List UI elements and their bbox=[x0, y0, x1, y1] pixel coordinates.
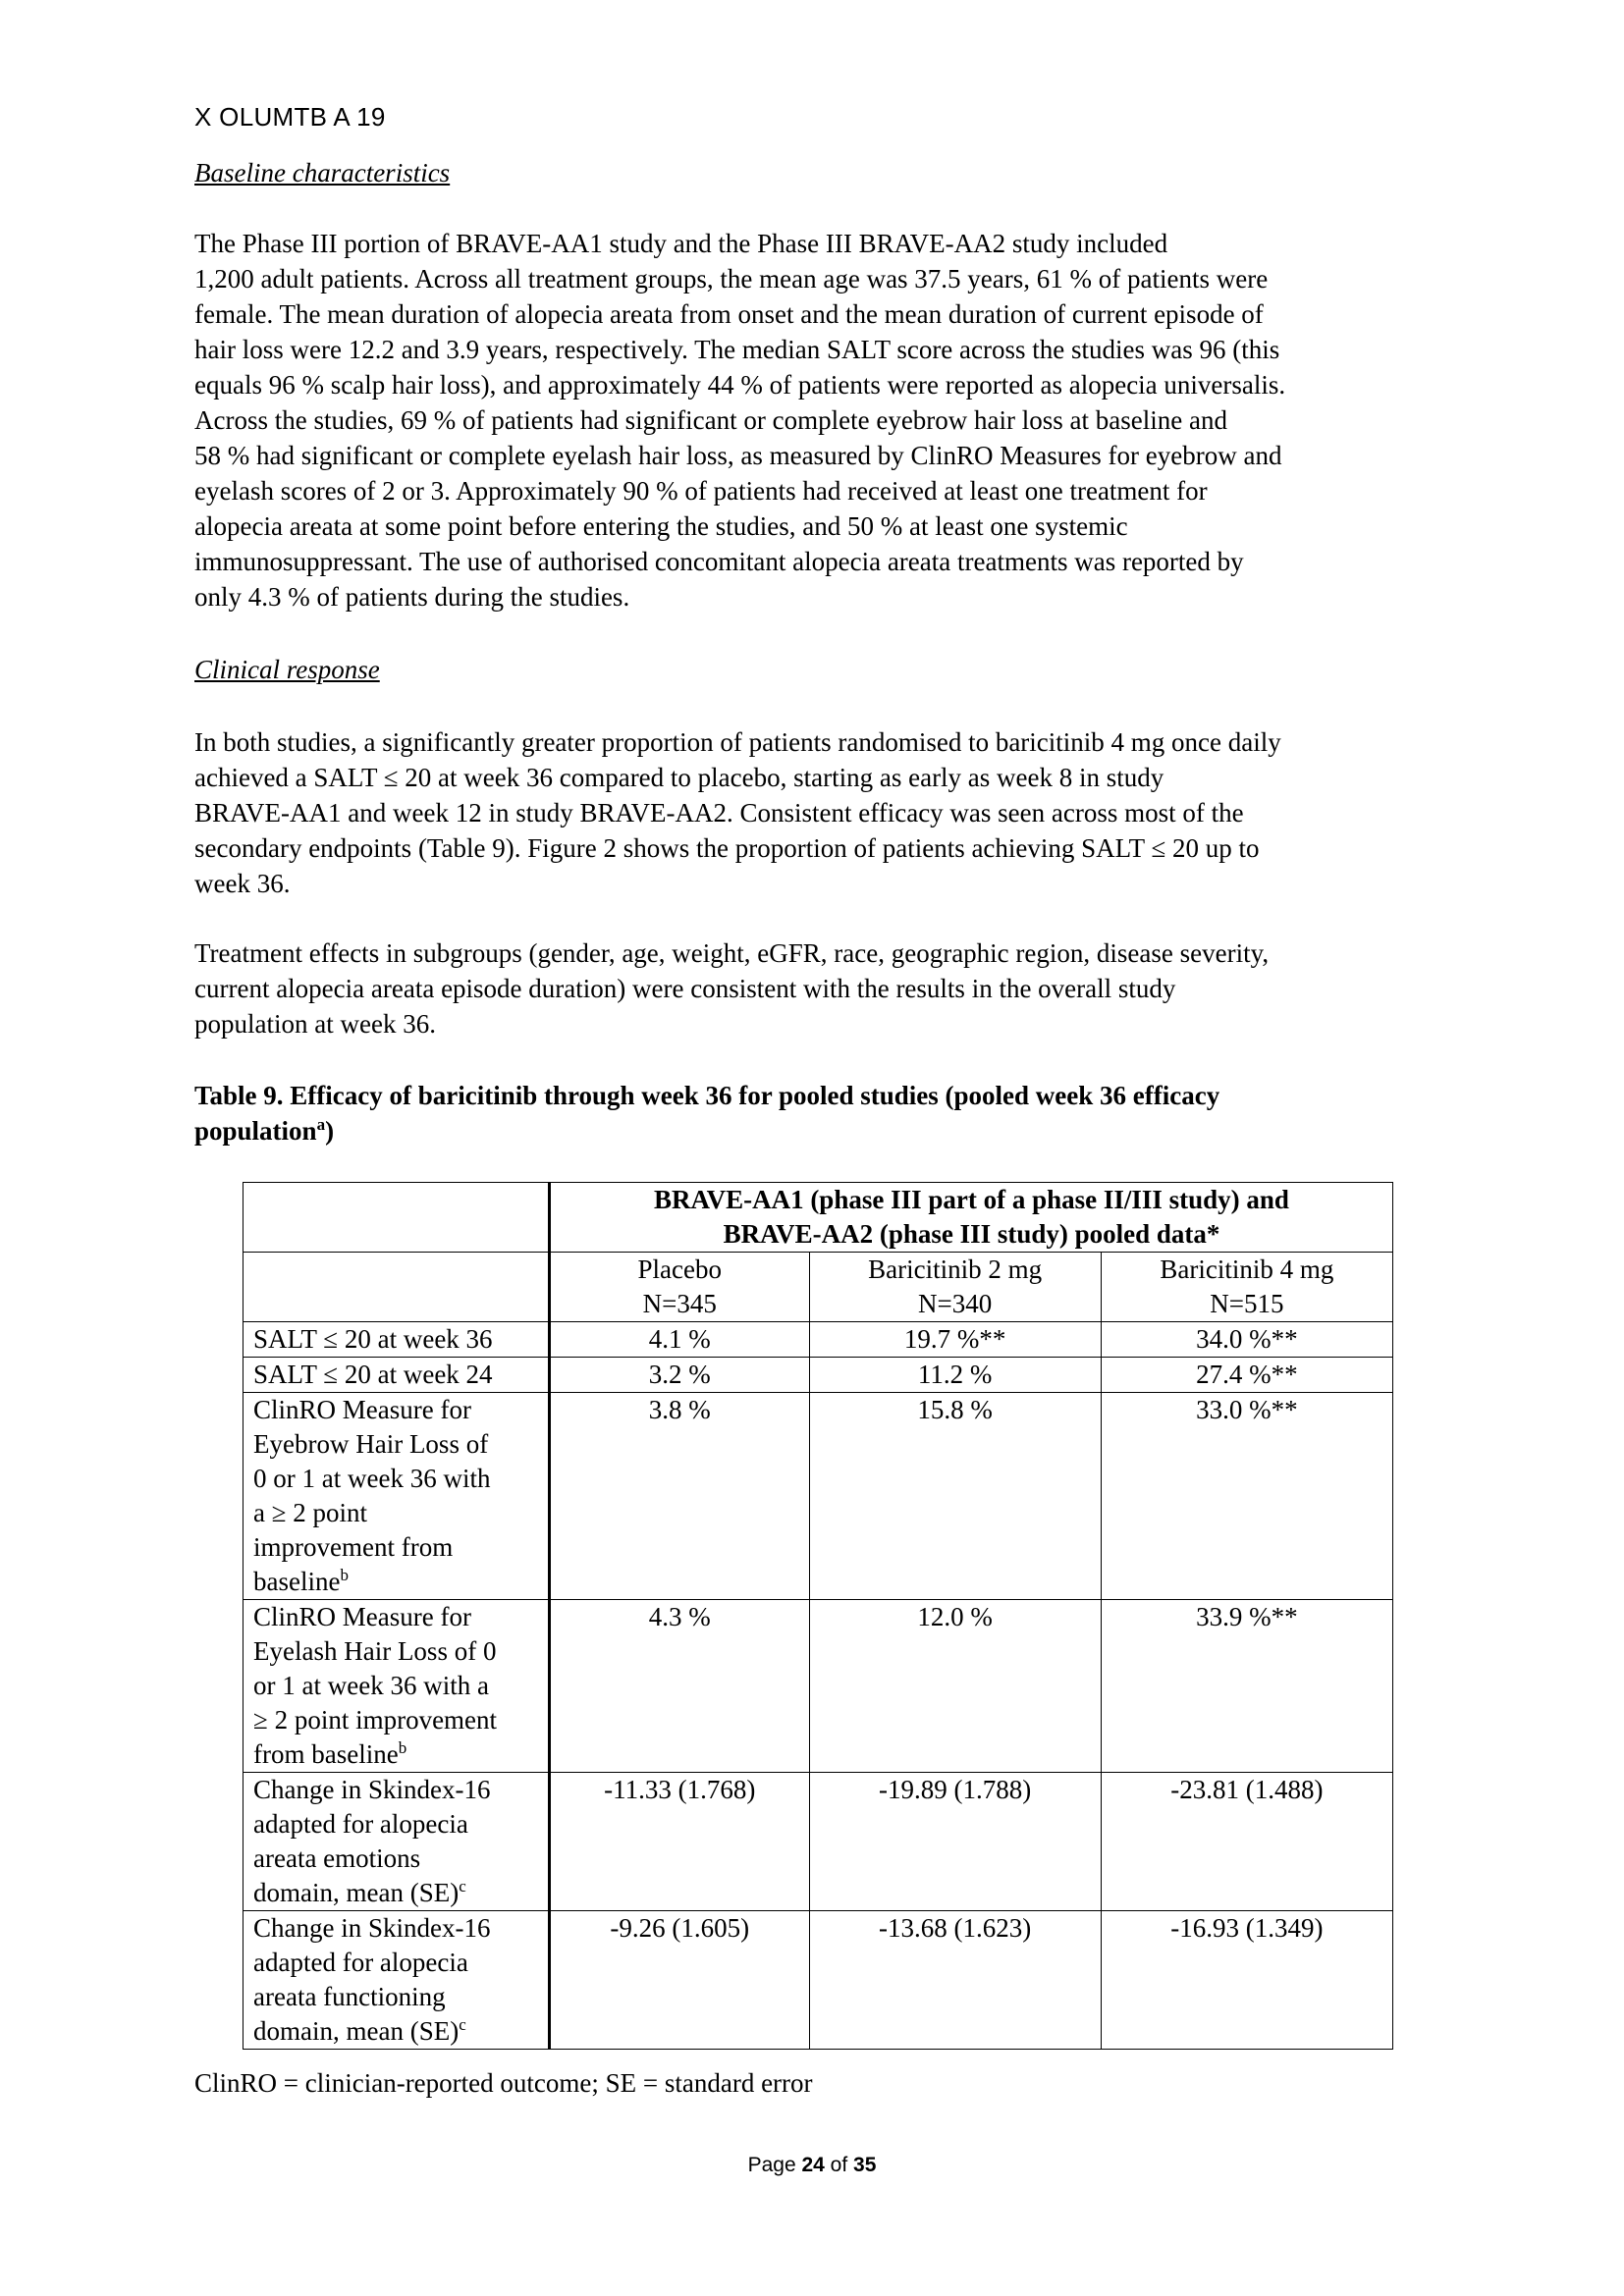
text-line: equals 96 % scalp hair loss), and approximately 44 % of patients were reported as alopecia universalis. bbox=[194, 370, 1286, 400]
text-line: current alopecia areata episode duration) were consistent with the results in the overall study bbox=[194, 974, 1176, 1003]
table-cell: 27.4 %** bbox=[1101, 1358, 1392, 1393]
row-label: Change in Skindex-16 adapted for alopecia areata functioning domain, mean (SE)$^c$ bbox=[244, 1911, 550, 2050]
table-row bbox=[244, 1600, 1393, 1773]
table-cell: -13.68 (1.623) bbox=[809, 1911, 1101, 2050]
text-line: Across the studies, 69 % of patients had significant or complete eyebrow hair loss at baseline and bbox=[194, 405, 1227, 435]
row-label: ClinRO Measure for Eyebrow Hair Loss of 0 or 1 at week 36 with a ≥ 2 point improvement from baseline$^b$ bbox=[244, 1393, 550, 1600]
table-row bbox=[244, 1322, 1393, 1358]
table-column-header-row bbox=[244, 1253, 1393, 1322]
table-cell: -9.26 (1.605) bbox=[550, 1911, 810, 2050]
clinical-paragraph-2 bbox=[194, 935, 1441, 1041]
page-number: Page 24 of 35 bbox=[747, 2154, 877, 2176]
table-cell: 19.7 %** bbox=[809, 1322, 1101, 1358]
table-cell: 4.3 % bbox=[550, 1600, 810, 1773]
table-cell: 3.2 % bbox=[550, 1358, 810, 1393]
table-caption bbox=[194, 1078, 1412, 1148]
text-line: immunosuppressant. The use of authorised concomitant alopecia areata treatments was reported by bbox=[194, 547, 1244, 576]
text-line: hair loss were 12.2 and 3.9 years, respectively. The median SALT score across the studies was 96 (this bbox=[194, 335, 1280, 364]
table-cell: 11.2 % bbox=[809, 1358, 1101, 1393]
row-label: SALT ≤ 20 at week 24 bbox=[244, 1358, 550, 1393]
row-label: SALT ≤ 20 at week 36 bbox=[244, 1322, 550, 1358]
table-cell: -16.93 (1.349) bbox=[1101, 1911, 1392, 2050]
text-line: female. The mean duration of alopecia areata from onset and the mean duration of current episode of bbox=[194, 299, 1264, 329]
text-line: 58 % had significant or complete eyelash hair loss, as measured by ClinRO Measures for eyebrow and bbox=[194, 441, 1282, 470]
text-line: eyelash scores of 2 or 3. Approximately 90 % of patients had received at least one treatment for bbox=[194, 476, 1208, 506]
table-group-header: BRAVE-AA1 (phase III part of a phase II/III study) and BRAVE-AA2 (phase III study) pooled data* bbox=[550, 1183, 1393, 1253]
table-row bbox=[244, 1393, 1393, 1600]
text-line: achieved a SALT ≤ 20 at week 36 compared to placebo, starting as early as week 8 in study bbox=[194, 763, 1164, 792]
column-header: Baricitinib 2 mg N=340 bbox=[809, 1253, 1101, 1322]
table-row bbox=[244, 1358, 1393, 1393]
text-line: The Phase III portion of BRAVE-AA1 study and the Phase III BRAVE-AA2 study included bbox=[194, 229, 1168, 258]
table-row bbox=[244, 1911, 1393, 2050]
row-label: ClinRO Measure for Eyelash Hair Loss of 0 or 1 at week 36 with a ≥ 2 point improvement from baseline$^b$ bbox=[244, 1600, 550, 1773]
text-line: secondary endpoints (Table 9). Figure 2 shows the proportion of patients achieving SALT ≤ 20 up to bbox=[194, 833, 1260, 863]
text-line: In both studies, a significantly greater proportion of patients randomised to baricitinib 4 mg once daily bbox=[194, 727, 1281, 757]
baseline-paragraph bbox=[194, 226, 1441, 614]
clinical-para2-lines bbox=[194, 935, 1441, 1041]
table-cell: 3.8 % bbox=[550, 1393, 810, 1600]
clinical-para1-lines bbox=[194, 724, 1441, 901]
text-line: BRAVE-AA1 and week 12 in study BRAVE-AA2. Consistent efficacy was seen across most of the bbox=[194, 798, 1244, 828]
text-line: alopecia areata at some point before entering the studies, and 50 % at least one systemic bbox=[194, 511, 1128, 541]
table-caption-line-2: population$^a$) bbox=[194, 1115, 335, 1146]
table-cell: 33.9 %** bbox=[1101, 1600, 1392, 1773]
table-cell: -11.33 (1.768) bbox=[550, 1773, 810, 1911]
text-line: week 36. bbox=[194, 869, 291, 898]
section-heading-clinical: Clinical response bbox=[194, 655, 380, 684]
table-row bbox=[244, 1773, 1393, 1911]
text-line: Treatment effects in subgroups (gender, age, weight, eGFR, race, geographic region, disease severity, bbox=[194, 938, 1270, 968]
section-heading-baseline: Baseline characteristics bbox=[194, 158, 451, 187]
row-label: Change in Skindex-16 adapted for alopecia areata emotions domain, mean (SE)$^c$ bbox=[244, 1773, 550, 1911]
text-line: only 4.3 % of patients during the studies. bbox=[194, 582, 630, 612]
text-line: 1,200 adult patients. Across all treatment groups, the mean age was 37.5 years, 61 % of patients were bbox=[194, 264, 1269, 294]
table-footnote: ClinRO = clinician-reported outcome; SE = standard error bbox=[194, 2068, 813, 2098]
column-header: Baricitinib 4 mg N=515 bbox=[1101, 1253, 1392, 1322]
baseline-lines bbox=[194, 226, 1441, 614]
table-corner-cell-2 bbox=[244, 1253, 550, 1322]
table-cell: -23.81 (1.488) bbox=[1101, 1773, 1392, 1911]
table-cell: 15.8 % bbox=[809, 1393, 1101, 1600]
column-header: Placebo N=345 bbox=[550, 1253, 810, 1322]
table-group-header-row bbox=[244, 1183, 1393, 1253]
table-cell: 33.0 %** bbox=[1101, 1393, 1392, 1600]
table-cell: 4.1 % bbox=[550, 1322, 810, 1358]
clinical-paragraph-1 bbox=[194, 724, 1441, 901]
table-cell: 34.0 %** bbox=[1101, 1322, 1392, 1358]
text-line: population at week 36. bbox=[194, 1009, 436, 1039]
table-cell: -19.89 (1.788) bbox=[809, 1773, 1101, 1911]
table-cell: 12.0 % bbox=[809, 1600, 1101, 1773]
efficacy-table bbox=[243, 1182, 1393, 2050]
table-caption-line-1: Table 9. Efficacy of baricitinib through week 36 for pooled studies (pooled week 36 efficacy bbox=[194, 1081, 1220, 1110]
document-code: X OLUMTB A 19 bbox=[194, 102, 386, 132]
table-corner-cell bbox=[244, 1183, 550, 1253]
